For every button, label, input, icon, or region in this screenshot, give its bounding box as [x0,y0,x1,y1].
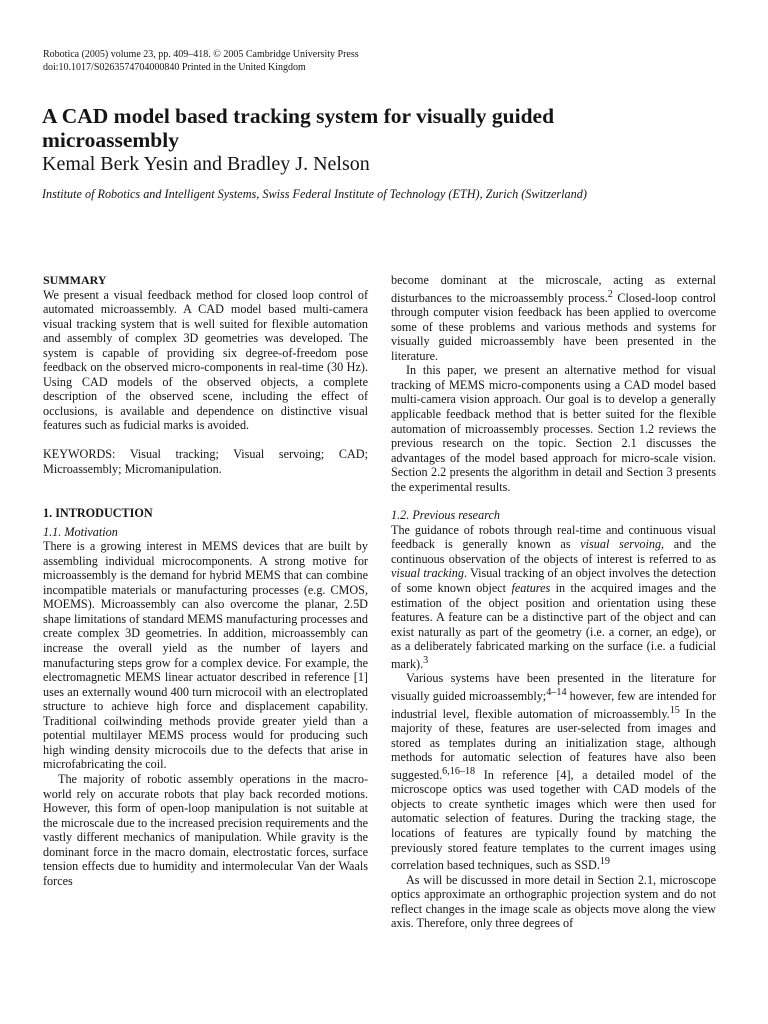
previous-research-paragraph-1: The guidance of robots through real-time and continuous visual feedback is generally known as visual servoing, and the continuous observation of the objects of interest is referred to as visual tracking. Visual tracking of an object involves the detection of some known object features in the acquired images and the estimation of the object position and orientation using these features. A feature can be a distinctive part of the object and can exist naturally as part of the geometry (i.e. a corner, an edge), or as a deliberately fabricated marking on the surface (i.e. a fudicial mark).$^3$ [391,522,716,671]
motivation-heading: 1.1. Motivation [43,524,118,539]
paper-title: A CAD model based tracking system for visually guided microassembly [42,104,555,152]
previous-research-paragraph-2: Various systems have been presented in the literature for visually guided microassembly;$^{4-14}$ however, few are intended for industrial level, flexible automation of microassembly.$^{15}$ In the majority of these, features are user-selected from images and stored as templates during an initialization stage, although methods for automatic selection of features have also been suggested.$^{6,16-18}$ In reference [4], a detailed model of the microscope optics was used together with CAD models of the objects to create synthetic images which were then used for automatic selection of features. During the tracking stage, the locations of features are typically found by matching the previously stored feature templates to the current images using correlation based techniques, such as SSD.$^{19}$ [391,671,717,873]
citation-header [43,49,359,74]
summary-text: We present a visual feedback method for closed loop control of automated microassembly. A CAD model based multi-camera visual tracking system that is well suited for flexible automation and assembly of complex 3D geometries was developed. The system is capable of providing six degree-of-freedom pose feedback on the observed micro-components in real-time (30 Hz). Using CAD models of the observed objects, a complete description of the observed scene, including the effect of occlusions, is available and dependence on distinctive visual features such as fudicial marks is avoided. [43,287,368,433]
left-column [43,273,368,888]
previous-research-paragraph-3: As will be discussed in more detail in Section 2.1, microscope optics approximate an orthographic projection system and do not reflect changes in the image scale as objects move along the view axis. Therefore, only three degrees of [391,872,716,931]
keywords: KEYWORDS: Visual tracking; Visual servoing; CAD; Microassembly; Micromanipulation. [43,447,368,476]
right-column [391,273,716,931]
previous-research-heading: 1.2. Previous research [391,508,500,523]
motivation-paragraph-2-continued: become dominant at the microscale, acting as external disturbances to the microassembly process.$^2$ Closed-loop control through computer vision feedback has been applied to overcome some of these problems and various methods and systems for visually guided microassembly have been presented in the literature. [391,273,716,363]
summary-heading: SUMMARY [43,273,107,287]
journal-citation: Robotica (2005) volume 23, pp. 409–418. © 2005 Cambridge University Press [43,49,359,60]
authors: Kemal Berk Yesin and Bradley J. Nelson [42,153,370,175]
motivation-paragraph-3: In this paper, we present an alternative method for visual tracking of MEMS micro-components using a CAD model based multi-camera vision approach. Our goal is to develop a generally applicable feedback method that is better suited for the flexible automation of microassembly processes. Section 1.2 reviews the previous research on the topic. Section 2.1 discusses the advantages of the model based approach for micro-scale vision. Section 2.2 presents the algorithm in detail and Section 3 presents the experimental results. [391,363,716,494]
doi-line: doi:10.1017/S0263574704000840 Printed in the United Kingdom [43,61,306,73]
affiliation: Institute of Robotics and Intelligent Systems, Swiss Federal Institute of Technology (ETH), Zurich (Switzerland) [42,187,587,201]
introduction-heading: 1. INTRODUCTION [43,506,153,521]
motivation-paragraph-1: There is a growing interest in MEMS devices that are built by assembling individual microcomponents. A strong motive for microassembly is the demand for hybrid MEMS that can combine incompatible materials or manufacturing processes (e.g. CMOS, MOEMS). Microassembly can also overcome the planar, 2.5D shape limitations of standard MEMS manufacturing processes and create complex 3D geometries. In addition, microassembly can increase the overall yield as the number of layers and manufacturing steps grow for a complex device. For example, the electromagnetic MEMS linear actuator described in reference [1] uses an externally wound 400 turn microcoil with an electroplated structure to achieve high force and displacement capability. Traditional coilwinding methods provide greater yield than a potential multilayer MEMS process would for producing such high winding density microcoils due to the defects that arise in microfabricating the coil. [43,539,368,772]
motivation-paragraph-2: The majority of robotic assembly operations in the macro-world rely on accurate robots that play back recorded motions. However, this form of open-loop manipulation is not suitable at the microscale due to the increased precision requirements and the vastly different mechanics of manipulation. While gravity is the dominant force in the macro domain, electrostatic forces, surface tension effects due to humidity and intermolecular Van der Waals forces [43,771,368,888]
